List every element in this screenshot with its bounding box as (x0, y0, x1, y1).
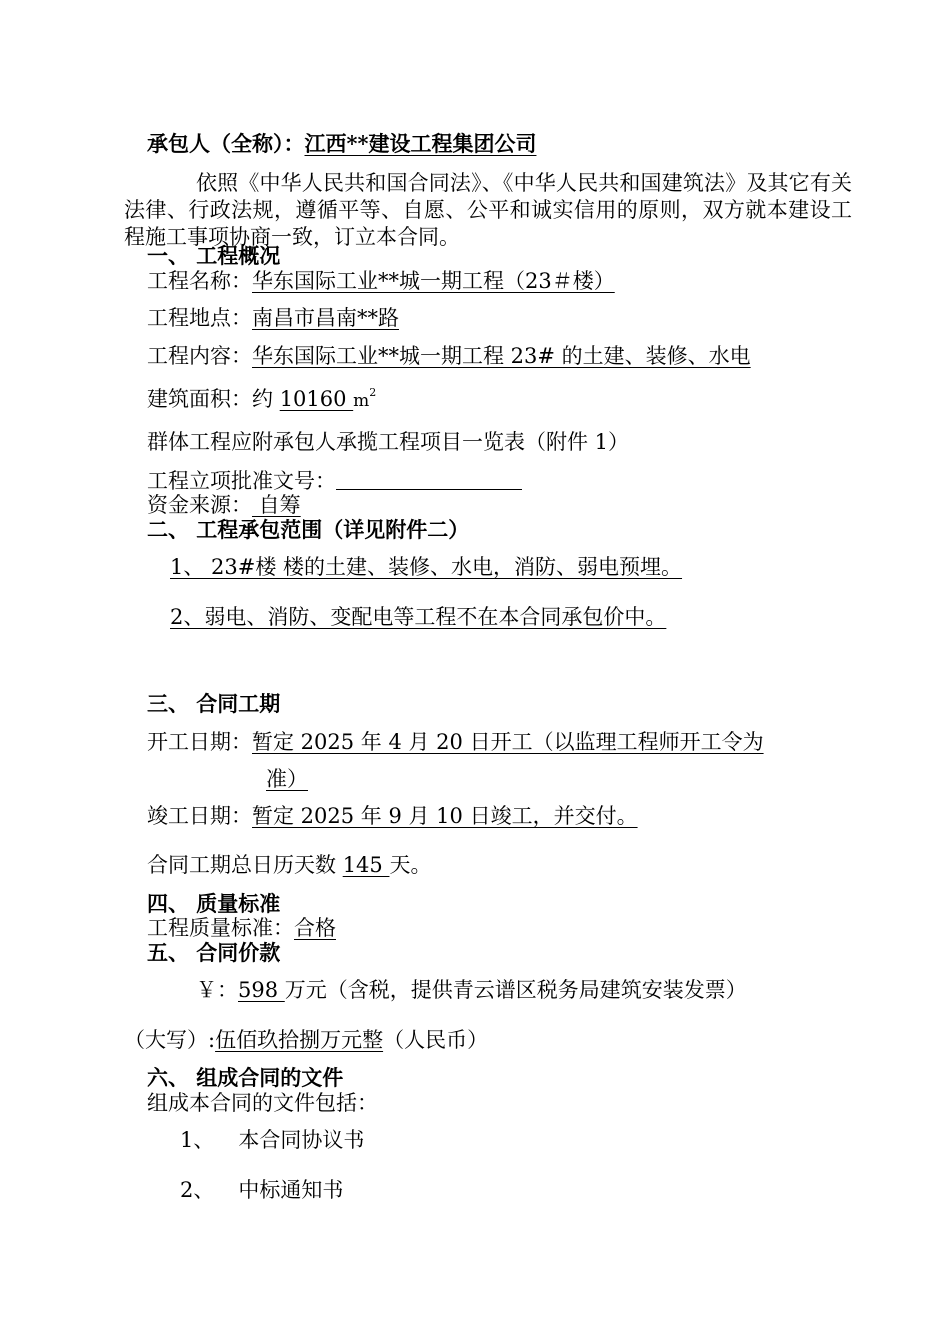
project-location-label: 工程地点： (147, 306, 252, 330)
total-days-suffix: 天。 (389, 853, 432, 877)
contractor-name: 江西**建设工程集团公司 (304, 131, 537, 156)
section2-heading: 二、 工程承包范围（详见附件二） (147, 517, 470, 542)
approval-number-row (147, 468, 522, 494)
start-date-label: 开工日期： (147, 730, 252, 754)
document-item-num: 1、 (180, 1128, 215, 1152)
section1-heading: 一、 工程概况 (147, 243, 281, 268)
price-capital-suffix: （人民币） (383, 1028, 489, 1052)
scope-item-2: 2、弱电、消防、变配电等工程不在本合同承包价中。 (170, 605, 667, 629)
building-area-row (147, 380, 376, 414)
project-location-row (147, 305, 399, 331)
funding-source-row (147, 492, 301, 518)
project-content-value: 华东国际工业**城一期工程 23# 的土建、装修、水电 (252, 344, 751, 368)
start-date-value: 暂定 2025 年 4 月 20 日开工（以监理工程师开工令为 (252, 730, 764, 754)
area-unit-sup: 2 (369, 386, 377, 399)
project-name-row (147, 268, 615, 294)
price-suffix: 万元（含税，提供青云谱区税务局建筑安装发票） (284, 978, 747, 1002)
price-value: 598 (238, 978, 285, 1002)
quality-standard-label: 工程质量标准： (147, 916, 294, 940)
total-days-row (147, 852, 431, 878)
price-row (196, 977, 747, 1003)
total-days-value: 145 (342, 853, 390, 877)
section3-heading: 三、 合同工期 (147, 691, 281, 716)
section4-heading: 四、 质量标准 (147, 891, 281, 916)
funding-source-label: 资金来源： (147, 493, 252, 517)
start-date-value-cont: 准） (266, 767, 308, 791)
price-capital-value: 伍佰玖拾捌万元整 (215, 1028, 384, 1052)
total-days-prefix: 合同工期总日历天数 (147, 853, 343, 877)
project-name-value: 华东国际工业**城一期工程（23＃楼） (252, 269, 615, 293)
project-content-row (147, 343, 751, 369)
document-item-text: 中标通知书 (238, 1178, 344, 1202)
quality-standard-value: 合格 (294, 916, 336, 940)
price-capital-row (124, 1027, 488, 1053)
section6-heading: 六、 组成合同的文件 (147, 1065, 344, 1090)
contractor-line (147, 131, 536, 157)
group-project-note: 群体工程应附承包人承揽工程项目一览表（附件 1） (147, 430, 630, 454)
end-date-row (147, 803, 638, 829)
quality-standard-row (147, 915, 336, 941)
start-date-row (147, 729, 764, 755)
project-content-label: 工程内容： (147, 344, 252, 368)
documents-intro: 组成本合同的文件包括： (147, 1091, 378, 1115)
document-item-1 (180, 1127, 364, 1153)
building-area-label: 建筑面积：约 (147, 387, 280, 411)
approval-number-label: 工程立项批准文号： (147, 469, 336, 493)
building-area-value: 10160 (279, 387, 354, 411)
project-name-label: 工程名称： (147, 269, 252, 293)
price-capital-prefix: （大写）: (124, 1028, 216, 1052)
scope-item-1: 1、 23#楼 楼的土建、装修、水电，消防、弱电预埋。 (170, 555, 683, 579)
section5-heading: 五、 合同价款 (147, 940, 281, 965)
price-prefix: ￥： (196, 978, 238, 1002)
end-date-label: 竣工日期： (147, 804, 252, 828)
funding-source-value: 自筹 (252, 493, 301, 517)
intro-paragraph: 依照《中华人民共和国合同法》、《中华人民共和国建筑法》及其它有关法律、行政法规，遵循平等、自愿、公平和诚实信用的原则，双方就本建设工程施工事项协商一致，订立本合同。 (124, 171, 852, 249)
area-unit: m (353, 391, 370, 411)
document-item-2 (180, 1177, 343, 1203)
approval-number-blank (336, 469, 522, 490)
contractor-label: 承包人（全称）： (147, 131, 305, 156)
end-date-value: 暂定 2025 年 9 月 10 日竣工，并交付。 (252, 804, 638, 828)
project-location-value: 南昌市昌南**路 (252, 306, 399, 330)
document-item-num: 2、 (180, 1178, 215, 1202)
document-item-text: 本合同协议书 (238, 1128, 365, 1152)
